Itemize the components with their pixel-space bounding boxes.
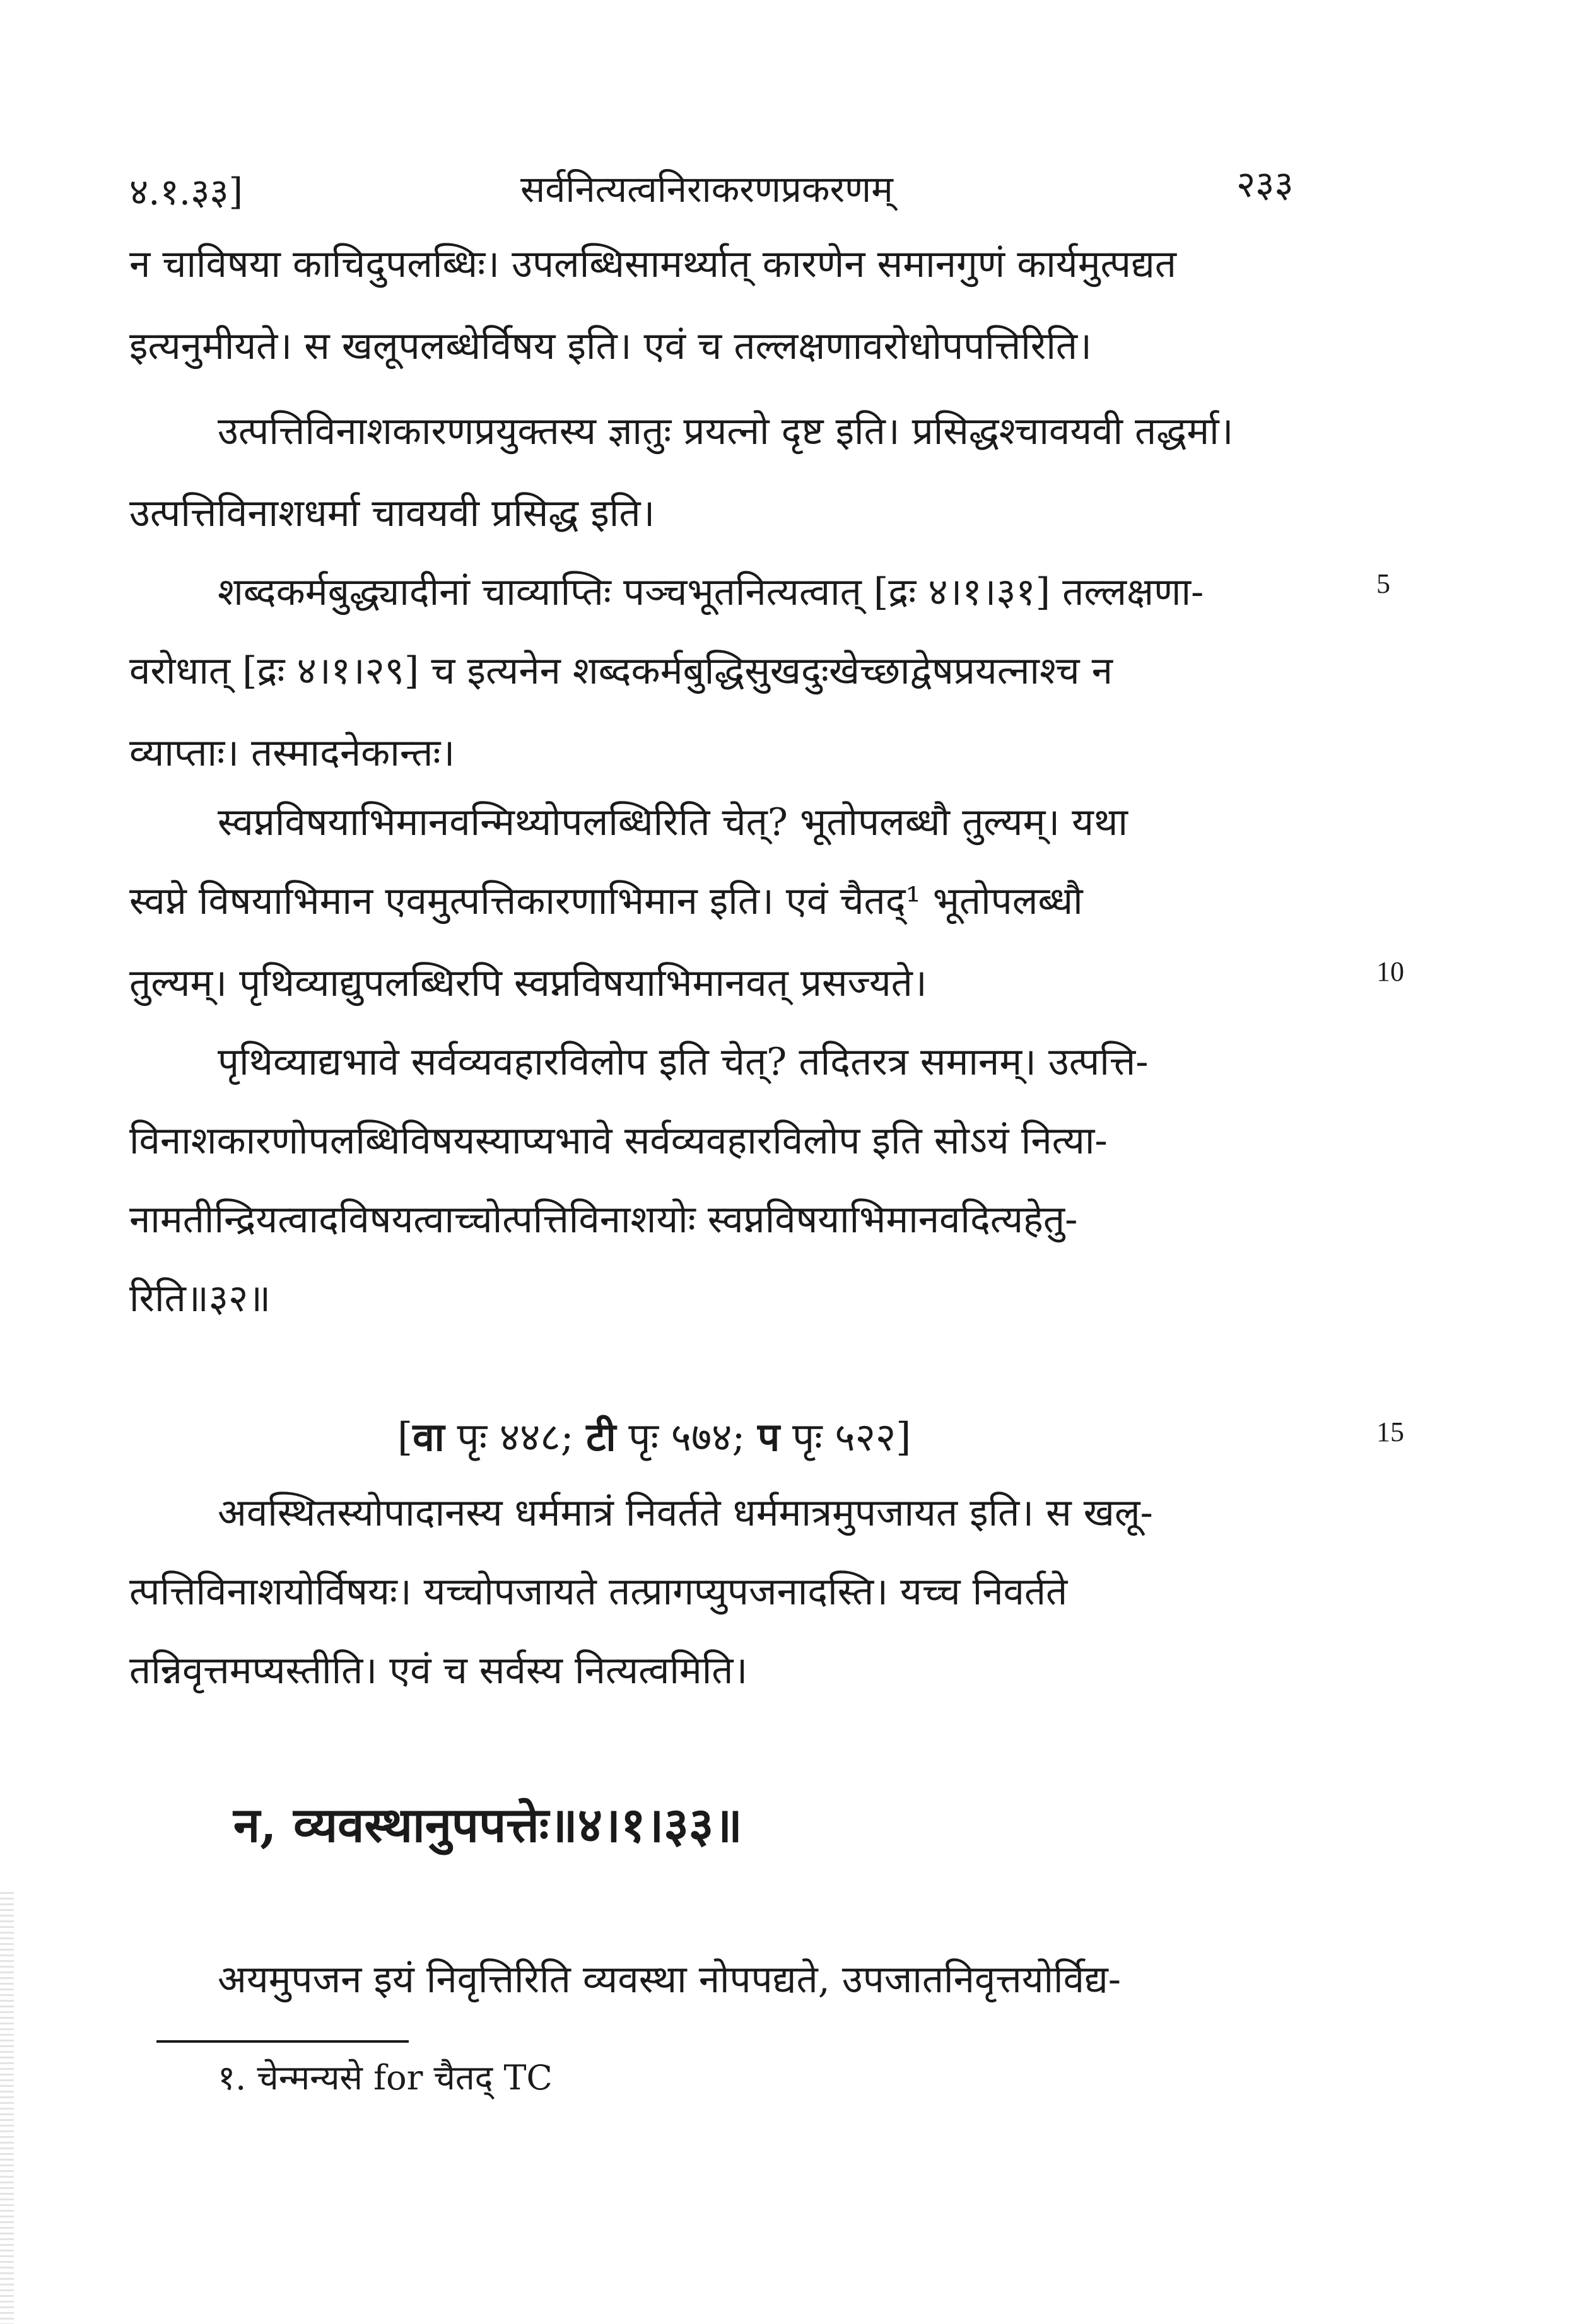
text-line: स्वप्ने विषयाभिमान एवमुत्पत्तिकारणाभिमान इति। एवं चैतद्¹ भूतोपलब्धौ [129, 879, 1083, 923]
ref-parishuddhi-abbrev: प [758, 1414, 780, 1460]
text-line: वरोधात् [द्रः ४।१।२९] च इत्यनेन शब्दकर्मबुद्धिसुखदुःखेच्छाद्वेषप्रयत्नाश्च न [129, 649, 1113, 693]
header-section-ref: ४.१.३३] [129, 170, 243, 213]
ref-open-bracket: [ [397, 1414, 413, 1460]
page-number: २३३ [1236, 163, 1294, 206]
text-line: इत्यनुमीयते। स खलूपलब्धेर्विषय इति। एवं च तल्लक्षणावरोधोपपत्तिरिति। [129, 324, 1092, 368]
footnote-rule [156, 2040, 409, 2043]
text-line: अयमुपजन इयं निवृत्तिरिति व्यवस्था नोपपद्यते, उपजातनिवृत्तयोर्विद्य- [218, 1958, 1122, 2002]
text-line: विनाशकारणोपलब्धिविषयस्याप्यभावे सर्वव्यवहारविलोप इति सोऽयं नित्या- [129, 1119, 1108, 1163]
sutra-heading: न, व्यवस्थानुपपत्तेः॥४।१।३३॥ [233, 1797, 742, 1853]
text-line: स्वप्नविषयाभिमानवन्मिथ्योपलब्धिरिति चेत्? भूतोपलब्धौ तुल्यम्। यथा [218, 800, 1128, 844]
text-line: न चाविषया काचिदुपलब्धिः। उपलब्धिसामर्थ्यात् कारणेन समानगुणं कार्यमुत्पद्यत [129, 242, 1176, 286]
ref-vartika-page: पृः ४४८; [444, 1414, 587, 1460]
line-number: 10 [1376, 956, 1404, 987]
text-line: शब्दकर्मबुद्ध्यादीनां चाव्याप्तिः पञ्चभूतनित्यत्वात् [द्रः ४।१।३१] तल्लक्षणा- [218, 570, 1204, 614]
line-number: 5 [1376, 568, 1390, 599]
ref-vartika-abbrev: वा [413, 1414, 445, 1460]
header-chapter-title: सर्वनित्यत्वनिराकरणप्रकरणम् [520, 168, 893, 211]
text-line: नामतीन्द्रियत्वादविषयत्वाच्चोत्पत्तिविनाशयोः स्वप्नविषयाभिमानवदित्यहेतु- [129, 1198, 1078, 1242]
text-line: रिति॥३२॥ [129, 1276, 271, 1321]
text-line: तन्निवृत्तमप्यस्तीति। एवं च सर्वस्य नित्यत्वमिति। [129, 1649, 748, 1693]
text-line: अवस्थितस्योपादानस्य धर्ममात्रं निवर्तते धर्ममात्रमुपजायत इति। स खलू- [218, 1491, 1153, 1535]
ref-tika-abbrev: टी [586, 1414, 616, 1460]
text-line: त्पत्तिविनाशयोर्विषयः। यच्चोपजायते तत्प्रागप्युपजनादस्ति। यच्च निवर्तते [129, 1570, 1068, 1614]
footnote: १. चेन्मन्यसे for चैतद् TC [218, 2058, 553, 2098]
text-line: उत्पत्तिविनाशकारणप्रयुक्तस्य ज्ञातुः प्रयत्नो दृष्ट इति। प्रसिद्धश्चावयवी तद्धर्मा। [218, 409, 1234, 453]
line-number: 15 [1376, 1416, 1404, 1447]
text-line: व्याप्ताः। तस्मादनेकान्तः। [129, 731, 455, 775]
scan-binding-edge [0, 1892, 14, 2324]
ref-parishuddhi-page: पृः ५२२] [780, 1414, 911, 1460]
text-line: पृथिव्याद्यभावे सर्वव्यवहारविलोप इति चेत्? तदितरत्र समानम्। उत्पत्ति- [218, 1040, 1149, 1084]
ref-tika-page: पृः ५७४; [616, 1414, 758, 1460]
commentary-reference [397, 1410, 911, 1463]
text-line: तुल्यम्। पृथिव्याद्युपलब्धिरपि स्वप्नविषयाभिमानवत् प्रसज्यते। [129, 961, 927, 1005]
text-line: उत्पत्तिविनाशधर्मा चावयवी प्रसिद्ध इति। [129, 491, 655, 535]
